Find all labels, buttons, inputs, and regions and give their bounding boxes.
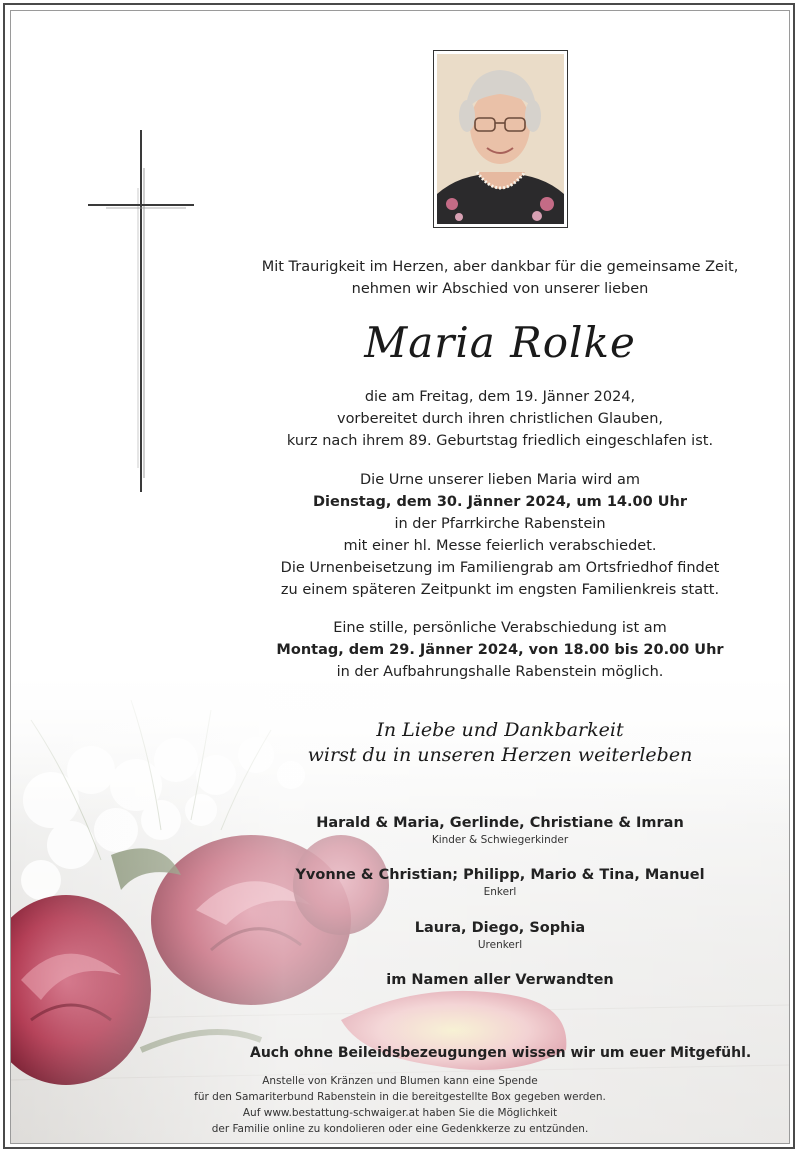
family-names: Yvonne & Christian; Philipp, Mario & Tina, Manuel: [295, 867, 705, 883]
intro-line: Mit Traurigkeit im Herzen, aber dankbar für die gemeinsame Zeit,: [261, 259, 739, 275]
farewell-line: in der Aufbahrungshalle Rabenstein möglich.: [336, 664, 664, 680]
farewell-date: Montag, dem 29. Jänner 2024, von 18.00 bis 20.00 Uhr: [276, 642, 724, 658]
intro-line: nehmen wir Abschied von unserer lieben: [351, 281, 649, 297]
family-group: [250, 813, 750, 848]
family-group: [250, 918, 750, 953]
footer-line: Auf www.bestattung-schwaiger.at haben Sie die Möglichkeit: [242, 1107, 558, 1119]
family-relation: Kinder & Schwiegerkinder: [431, 834, 569, 846]
deceased-name: Maria Rolke: [364, 318, 636, 367]
footer-line: der Familie online zu kondolieren oder eine Gedenkkerze zu entzünden.: [211, 1123, 589, 1135]
funeral-line: Die Urne unserer lieben Maria wird am: [360, 472, 640, 488]
family-relation: Enkerl: [483, 886, 517, 898]
family-names: Laura, Diego, Sophia: [414, 920, 586, 936]
funeral-date: Dienstag, dem 30. Jänner 2024, um 14.00 Uhr: [313, 494, 687, 510]
funeral-line: mit einer hl. Messe feierlich verabschiedet.: [343, 538, 657, 554]
funeral-line: Die Urnenbeisetzung im Familiengrab am Ortsfriedhof findet: [280, 560, 720, 576]
funeral-line: zu einem späteren Zeitpunkt im engsten Familienkreis statt.: [280, 582, 720, 598]
notice-line: die am Freitag, dem 19. Jänner 2024,: [364, 389, 636, 405]
relatives-line: [250, 970, 750, 990]
death-notice: [250, 386, 750, 452]
notice-line: kurz nach ihrem 89. Geburtstag friedlich eingeschlafen ist.: [286, 433, 714, 449]
family-group: [250, 865, 750, 900]
funeral-line: in der Pfarrkirche Rabenstein: [394, 516, 606, 532]
thanks-line: Auch ohne Beileidsbezeugungen wissen wir um euer Mitgefühl.: [250, 1045, 752, 1061]
funeral-info: [250, 469, 750, 601]
family-names: Harald & Maria, Gerlinde, Christiane & Imran: [316, 815, 684, 831]
relatives-text: im Namen aller Verwandten: [386, 972, 614, 988]
portrait-image: [437, 54, 564, 224]
quote-line: wirst du in unseren Herzen weiterleben: [307, 744, 693, 766]
intro-text: [250, 256, 750, 300]
portrait-frame: [433, 50, 568, 228]
notice-line: vorbereitet durch ihren christlichen Glauben,: [336, 411, 664, 427]
portrait-photo: [437, 54, 564, 224]
footer-note: [50, 1073, 750, 1137]
footer-line: Anstelle von Kränzen und Blumen kann eine Spende: [262, 1075, 538, 1087]
farewell-info: [250, 617, 750, 683]
quote-line: In Liebe und Dankbarkeit: [376, 719, 624, 741]
memorial-quote: [250, 718, 750, 768]
farewell-line: Eine stille, persönliche Verabschiedung ist am: [333, 620, 667, 636]
cross-icon: [86, 128, 196, 494]
family-relation: Urenkerl: [477, 939, 523, 951]
footer-line: für den Samariterbund Rabenstein in die bereitgestellte Box gegeben werden.: [194, 1091, 606, 1103]
